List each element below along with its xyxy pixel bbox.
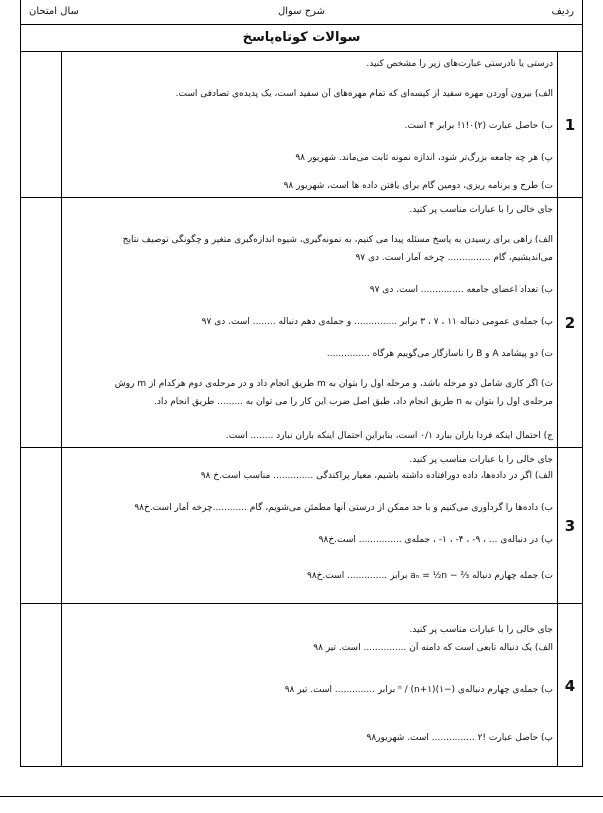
question-block-1 [21, 52, 582, 198]
question-content [61, 604, 558, 767]
question-content [61, 52, 558, 197]
question-line: ب) حاصل عبارت (۲)۰!۱! برابر ۴ است. [404, 121, 553, 131]
section-title: سوالات کوتاه‌پاسخ [21, 25, 582, 52]
header-year-label: سال امتحان [29, 6, 79, 17]
footer-divider [0, 796, 603, 797]
question-line: ت) دو پیشامد A و B را ناسازگار می‌گوییم هرگاه ............... [326, 349, 553, 359]
question-number: 2 [564, 313, 576, 332]
question-line: جای خالی را با عبارات مناسب پر کنید. [409, 625, 553, 635]
question-line: پ) حاصل عبارت !۲ ............... است. شهریور۹۸ [366, 733, 553, 743]
question-number: 4 [564, 676, 576, 695]
question-block-2 [21, 198, 582, 448]
question-line: پ) در دنباله‌ی ... ، ۹- ، ۴- ، ۱- ، جمله‌ی ............... است.خ۹۸ [318, 535, 553, 545]
question-line: ب) تعداد اعضای جامعه ............... است. دی ۹۷ [369, 285, 553, 295]
question-line: ت) جمله چهارم دنباله aₙ = ½n − ²⁄₃ برابر .............. است.خ۹۸ [306, 571, 553, 581]
question-number: 1 [564, 115, 576, 134]
header-desc-label: شرح سوال [277, 6, 326, 17]
question-number: 3 [564, 516, 576, 535]
table-header [21, 0, 582, 25]
question-line: می‌اندیشیم، گام ............... چرخه آمار است. دی ۹۷ [355, 253, 553, 263]
question-line: جای خالی را با عبارات مناسب پر کنید. [409, 455, 553, 465]
question-line: پ) جمله‌ی عمومی دنباله ۱۱ ، ۷ ، ۳ برابر ............... و جمله‌ی دهم دنباله ........ است. دی ۹۷ [201, 317, 553, 327]
question-line: الف) راهی برای رسیدن به پاسخ مسئله پیدا می کنیم، به نمونه‌گیری، شیوه اندازه‌گیری متغیر و چگونگی توصیف نتایج [122, 235, 553, 245]
question-content [61, 198, 558, 447]
question-line: الف) یک دنباله تابعی است که دامنه آن ............... است. تیر ۹۸ [313, 643, 553, 653]
question-line: پ) هر چه جامعه بزرگ‌تر شود، اندازه نمونه ثابت می‌ماند. شهریور ۹۸ [295, 153, 553, 163]
question-line: الف) بیرون آوردن مهره سفید از کیسه‌ای که تمام مهره‌های آن سفید است، یک پدیده‌ی تصادفی است. [175, 89, 553, 99]
header-row-label: ردیف [551, 6, 574, 17]
question-line: درستی یا نادرستی عبارت‌های زیر را مشخص کنید. [366, 59, 553, 69]
question-content [61, 448, 558, 603]
question-line: مرحله‌ی اول را بتوان به n طریق انجام داد، طبق اصل ضرب این کار را می توان به ......... طریق انجام داد. [153, 397, 553, 407]
exam-sheet [20, 0, 583, 767]
question-line: ب) داده‌ها را گردآوری می‌کنیم و با حد ممکن از درستی آنها مطمئن می‌شویم، گام ............چرخه آمار است.خ۹۸ [134, 503, 553, 513]
question-line: الف) اگر در داده‌ها، داده دورافتاده داشته باشیم، معیار پراکندگی .............. مناسب است.خ ۹۸ [200, 471, 553, 481]
question-line: جای خالی را با عبارات مناسب پر کنید. [409, 205, 553, 215]
question-line: ج) احتمال اینکه فردا باران ببارد ۰/۱ است، بنابراین احتمال اینکه باران نبارد ........ است. [225, 431, 553, 441]
question-line: ث) اگر کاری شامل دو مرحله باشد، و مرحله اول را بتوان به m طریق انجام داد و در مرحله‌ی دوم هرکدام از m روش [114, 379, 553, 389]
question-line: ب) جمله‌ی چهارم دنباله‌ی (−۱)ⁿ / (n+۱) برابر .............. است. تیر ۹۸ [284, 685, 553, 695]
question-block-3 [21, 448, 582, 604]
question-block-4 [21, 604, 582, 767]
question-line: ت) طرح و برنامه ریزی، دومین گام برای یافتن داده ها است، شهریور ۹۸ [283, 181, 553, 191]
